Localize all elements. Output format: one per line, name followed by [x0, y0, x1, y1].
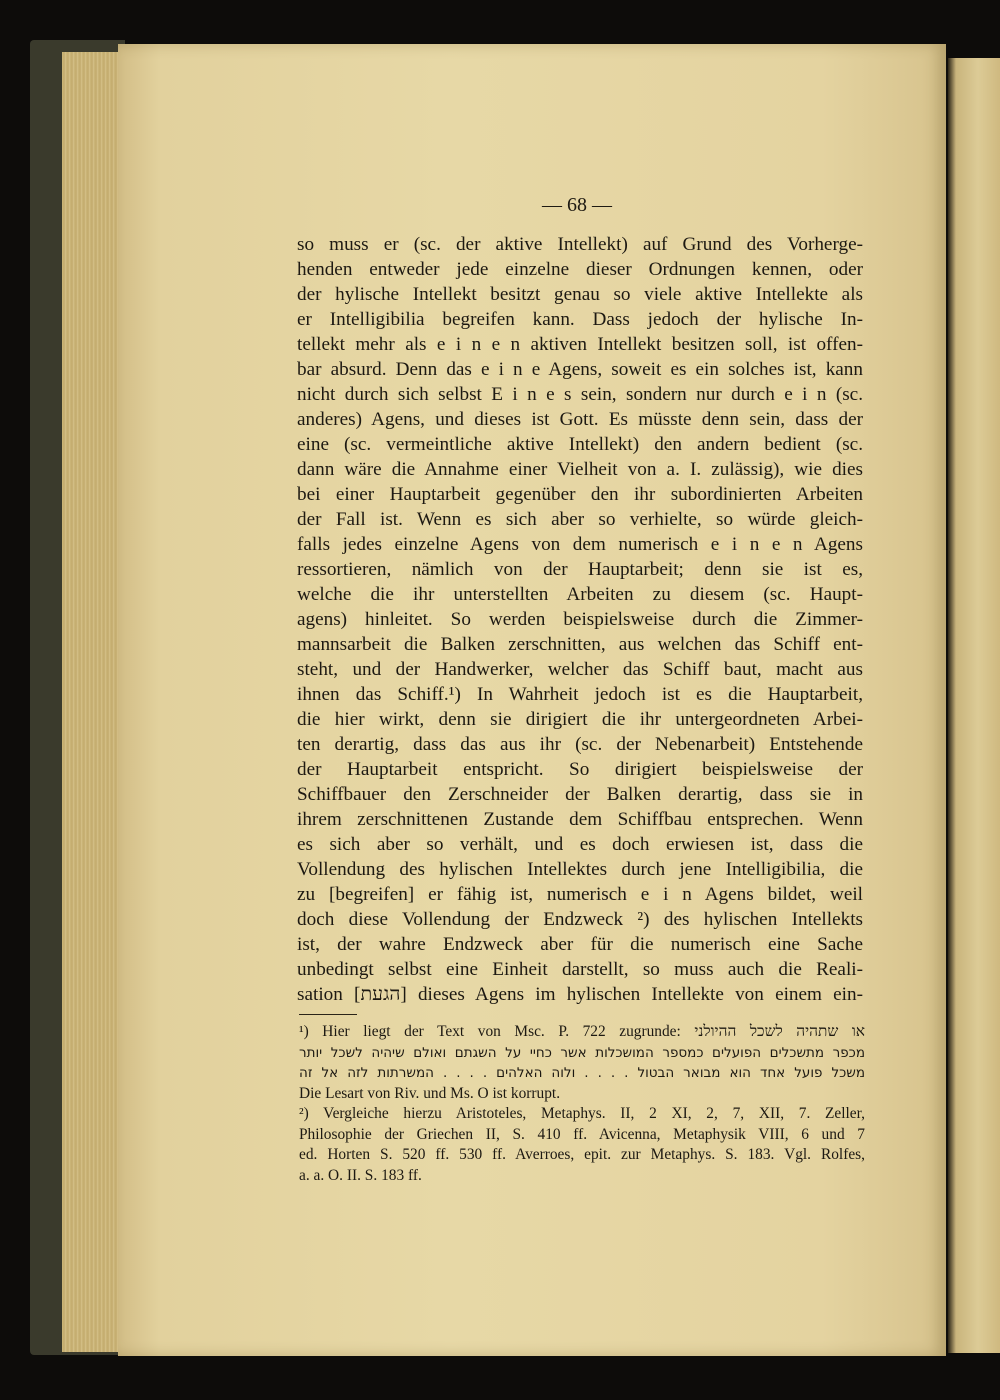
body-line: eine (sc. vermeintliche aktive Intellekt) den andern bedient (sc.	[297, 434, 863, 455]
body-line: ihrem zerschnittenen Zustande dem Schiffbau entsprechen. Wenn	[297, 809, 863, 830]
footnote-line: ¹) Hier liegt der Text von Msc. P. 722 zugrunde: או שתהיה לשכל ההיולני	[299, 1023, 866, 1040]
footnote-line: ²) Vergleiche hierzu Aristoteles, Metaphys. II, 2 XI, 2, 7, XII, 7. Zeller,	[299, 1105, 865, 1122]
body-line: steht, und der Handwerker, welcher das Schiff baut, macht aus	[297, 659, 863, 680]
body-text	[297, 232, 863, 1007]
body-line: mannsarbeit die Balken zerschnitten, aus welchen das Schiff ent-	[297, 634, 863, 655]
body-line: ihnen das Schiff.¹) In Wahrheit jedoch ist es die Hauptarbeit,	[297, 684, 863, 705]
body-line: unbedingt selbst eine Einheit darstellt, so muss auch die Reali-	[297, 959, 863, 980]
footnote-line: Philosophie der Griechen II, S. 410 ff. Avicenna, Metaphysik VIII, 6 und 7	[299, 1125, 865, 1143]
footnote-line: ed. Horten S. 520 ff. 530 ff. Averroes, epit. zur Metaphys. S. 183. Vgl. Rolfes,	[299, 1146, 865, 1163]
body-line: er Intelligibilia begreifen kann. Dass jedoch der hylische In-	[297, 309, 863, 330]
body-line: zu [begreifen] er fähig ist, numerisch e i n Agens bildet, weil	[297, 884, 863, 905]
body-line: falls jedes einzelne Agens von dem numerisch e i n e n Agens	[297, 534, 863, 555]
body-line: Schiffbauer den Zerschneider der Balken derartig, dass sie in	[297, 784, 863, 805]
body-line: dann wäre die Annahme einer Vielheit von a. I. zulässig), wie dies	[297, 459, 863, 480]
body-line: doch diese Vollendung der Endzweck ²) des hylischen Intellekts	[297, 909, 863, 930]
body-line: ten derartig, dass das aus ihr (sc. der Nebenarbeit) Entstehende	[297, 734, 863, 755]
body-line: die hier wirkt, denn sie dirigiert die ihr untergeordneten Arbei-	[297, 709, 863, 730]
body-line: bar absurd. Denn das e i n e Agens, soweit es ein solches ist, kann	[297, 359, 863, 380]
footnote-line: משכל פועל אחד הוא מבואר הבטול . . . . ולוה האלהים . . . . המשרתות לזה אל זה	[299, 1065, 865, 1081]
body-line: so muss er (sc. der aktive Intellekt) auf Grund des Vorherge-	[297, 234, 863, 255]
footnote-rule	[299, 1014, 357, 1015]
footnotes	[299, 1022, 865, 1186]
body-line: bei einer Hauptarbeit gegenüber den ihr subordinierten Arbeiten	[297, 484, 863, 505]
facing-page-sliver	[948, 58, 1000, 1353]
body-line: welche die ihr unterstellten Arbeiten zu diesem (sc. Haupt-	[297, 584, 863, 605]
body-line: nicht durch sich selbst E i n e s sein, sondern nur durch e i n (sc.	[297, 384, 863, 405]
body-line: der Fall ist. Wenn es sich aber so verhielte, so würde gleich-	[297, 509, 863, 530]
body-line: tellekt mehr als e i n e n aktiven Intellekt besitzen soll, ist offen-	[297, 334, 863, 355]
footnote-line: a. a. O. II. S. 183 ff.	[299, 1166, 422, 1184]
body-line: der hylische Intellekt besitzt genau so viele aktive Intellekte als	[297, 284, 863, 305]
body-line: sation [הגעת] dieses Agens im hylischen Intellekte von einem ein-	[297, 984, 863, 1005]
footnote-line: Die Lesart von Riv. und Ms. O ist korrupt.	[299, 1084, 561, 1102]
body-line: ist, der wahre Endzweck aber für die numerisch eine Sache	[297, 934, 863, 955]
page-stack-edges	[62, 52, 122, 1352]
body-line: agens) hinleitet. So werden beispielsweise durch die Zimmer-	[297, 609, 863, 630]
footnote-line: מכפר מתשכלים הפועלים כמספר המושכלות אשר כחיי על השגתם ואולם שיהיה לשכל יותר	[299, 1044, 865, 1061]
page-number: — 68 —	[542, 194, 612, 216]
body-line: der Hauptarbeit entspricht. So dirigiert beispielsweise der	[297, 759, 863, 780]
body-line: ressortieren, nämlich von der Hauptarbeit; denn sie ist es,	[297, 559, 863, 580]
body-line: anderes) Agens, und dieses ist Gott. Es müsste denn sein, dass der	[297, 409, 863, 430]
body-line: henden entweder jede einzelne dieser Ordnungen kennen, oder	[297, 259, 863, 280]
body-line: es sich aber so verhält, und es doch erwiesen ist, dass die	[297, 834, 863, 855]
body-line: Vollendung des hylischen Intellektes durch jene Intelligibilia, die	[297, 859, 863, 880]
